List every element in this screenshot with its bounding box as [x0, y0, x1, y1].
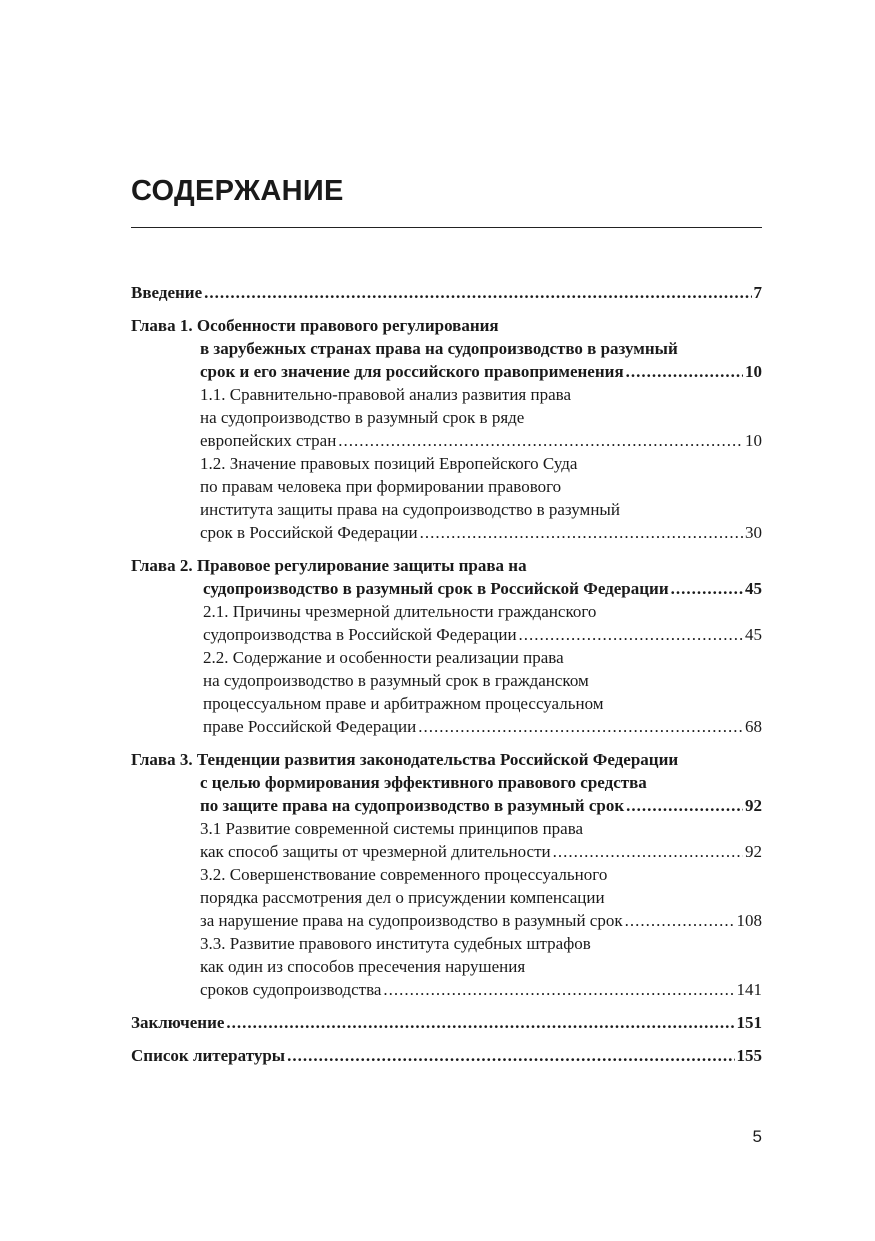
toc-line: института защиты права на судопроизводство в разумный — [200, 500, 620, 519]
toc-line: как один из способов пресечения нарушения — [200, 957, 526, 976]
page-number: 5 — [752, 1127, 762, 1146]
toc-entry-conclusion[interactable] — [131, 1011, 762, 1034]
leader-dots — [420, 521, 743, 544]
toc-page: 7 — [753, 283, 762, 302]
toc-row — [131, 281, 762, 304]
toc-page: 141 — [736, 980, 762, 999]
toc-line: 1.2. Значение правовых позиций Европейского Суда — [200, 454, 578, 473]
toc-label: Заключение — [131, 1013, 225, 1032]
leader-dots — [204, 281, 751, 304]
toc-page: 155 — [736, 1046, 762, 1065]
toc-page: 68 — [745, 717, 762, 736]
toc-label: праве Российской Федерации — [203, 717, 417, 736]
toc-line: Глава 2. Правовое регулирование защиты права на — [131, 556, 527, 575]
toc-page: 45 — [745, 579, 762, 598]
leader-dots — [418, 715, 743, 738]
toc-line: процессуальном праве и арбитражном процессуальном — [203, 694, 604, 713]
toc-page: 45 — [745, 625, 762, 644]
toc-line: в зарубежных странах права на судопроизводство в разумный — [200, 339, 678, 358]
toc-entry-section-1-2[interactable] — [131, 452, 762, 544]
toc-line: по правам человека при формировании правового — [200, 477, 562, 496]
toc-page: 30 — [745, 523, 762, 542]
toc-page: 92 — [745, 842, 762, 861]
toc-line: 2.1. Причины чрезмерной длительности гражданского — [203, 602, 597, 621]
toc-entry-chapter-1[interactable] — [131, 314, 762, 383]
toc-entry-section-1-1[interactable] — [131, 383, 762, 452]
toc-row — [203, 623, 762, 646]
leader-dots — [626, 794, 743, 817]
toc-line: 2.2. Содержание и особенности реализации права — [203, 648, 564, 667]
toc-page: 151 — [736, 1013, 762, 1032]
leader-dots — [338, 429, 743, 452]
toc-line: порядка рассмотрения дел о присуждении компенсации — [200, 888, 605, 907]
table-of-contents — [131, 281, 762, 1067]
toc-label: срок и его значение для российского правоприменения — [200, 362, 624, 381]
toc-row — [131, 1044, 762, 1067]
toc-line: 3.1 Развитие современной системы принципов права — [200, 819, 584, 838]
toc-page: 92 — [745, 796, 762, 815]
toc-label: европейских стран — [200, 431, 337, 450]
toc-row — [131, 360, 762, 383]
leader-dots — [626, 360, 743, 383]
toc-row — [131, 794, 762, 817]
toc-label: за нарушение права на судопроизводство в разумный срок — [200, 911, 623, 930]
leader-dots — [226, 1011, 734, 1034]
toc-entry-section-3-3[interactable] — [131, 932, 762, 1001]
toc-row — [200, 521, 762, 544]
leader-dots — [287, 1044, 734, 1067]
toc-row — [131, 577, 762, 600]
toc-label: судопроизводства в Российской Федерации — [203, 625, 517, 644]
toc-entry-section-3-2[interactable] — [131, 863, 762, 932]
toc-entry-section-2-1[interactable] — [131, 600, 762, 646]
toc-entry-section-3-1[interactable] — [131, 817, 762, 863]
toc-line: на судопроизводство в разумный срок в ряде — [200, 408, 525, 427]
toc-row — [200, 429, 762, 452]
toc-label: судопроизводство в разумный срок в Российской Федерации — [203, 579, 669, 598]
toc-label: Введение — [131, 283, 203, 302]
toc-row — [203, 715, 762, 738]
toc-line: Глава 3. Тенденции развития законодательства Российской Федерации — [131, 750, 679, 769]
page-title: СОДЕРЖАНИЕ — [131, 175, 344, 207]
toc-label: срок в Российской Федерации — [200, 523, 418, 542]
toc-label: как способ защиты от чрезмерной длительности — [200, 842, 551, 861]
leader-dots — [519, 623, 743, 646]
leader-dots — [671, 577, 743, 600]
leader-dots — [383, 978, 734, 1001]
toc-entry-section-2-2[interactable] — [131, 646, 762, 738]
toc-entry-intro[interactable] — [131, 281, 762, 304]
toc-row — [200, 978, 762, 1001]
toc-line: 1.1. Сравнительно-правовой анализ развития права — [200, 385, 571, 404]
toc-row — [200, 909, 762, 932]
toc-page: 10 — [745, 362, 762, 381]
toc-row — [200, 840, 762, 863]
toc-entry-chapter-2[interactable] — [131, 554, 762, 600]
toc-entry-references[interactable] — [131, 1044, 762, 1067]
toc-line: Глава 1. Особенности правового регулирования — [131, 316, 499, 335]
toc-row — [131, 1011, 762, 1034]
toc-label: по защите права на судопроизводство в разумный срок — [200, 796, 625, 815]
toc-line: 3.3. Развитие правового института судебных штрафов — [200, 934, 591, 953]
leader-dots — [625, 909, 735, 932]
toc-page: 108 — [736, 911, 762, 930]
leader-dots — [553, 840, 743, 863]
toc-page: 10 — [745, 431, 762, 450]
toc-label: сроков судопроизводства — [200, 980, 382, 999]
toc-line: 3.2. Совершенствование современного процессуального — [200, 865, 608, 884]
toc-line: с целью формирования эффективного правового средства — [200, 773, 647, 792]
toc-entry-chapter-3[interactable] — [131, 748, 762, 817]
title-divider — [131, 227, 762, 228]
toc-label: Список литературы — [131, 1046, 286, 1065]
toc-line: на судопроизводство в разумный срок в гражданском — [203, 671, 589, 690]
